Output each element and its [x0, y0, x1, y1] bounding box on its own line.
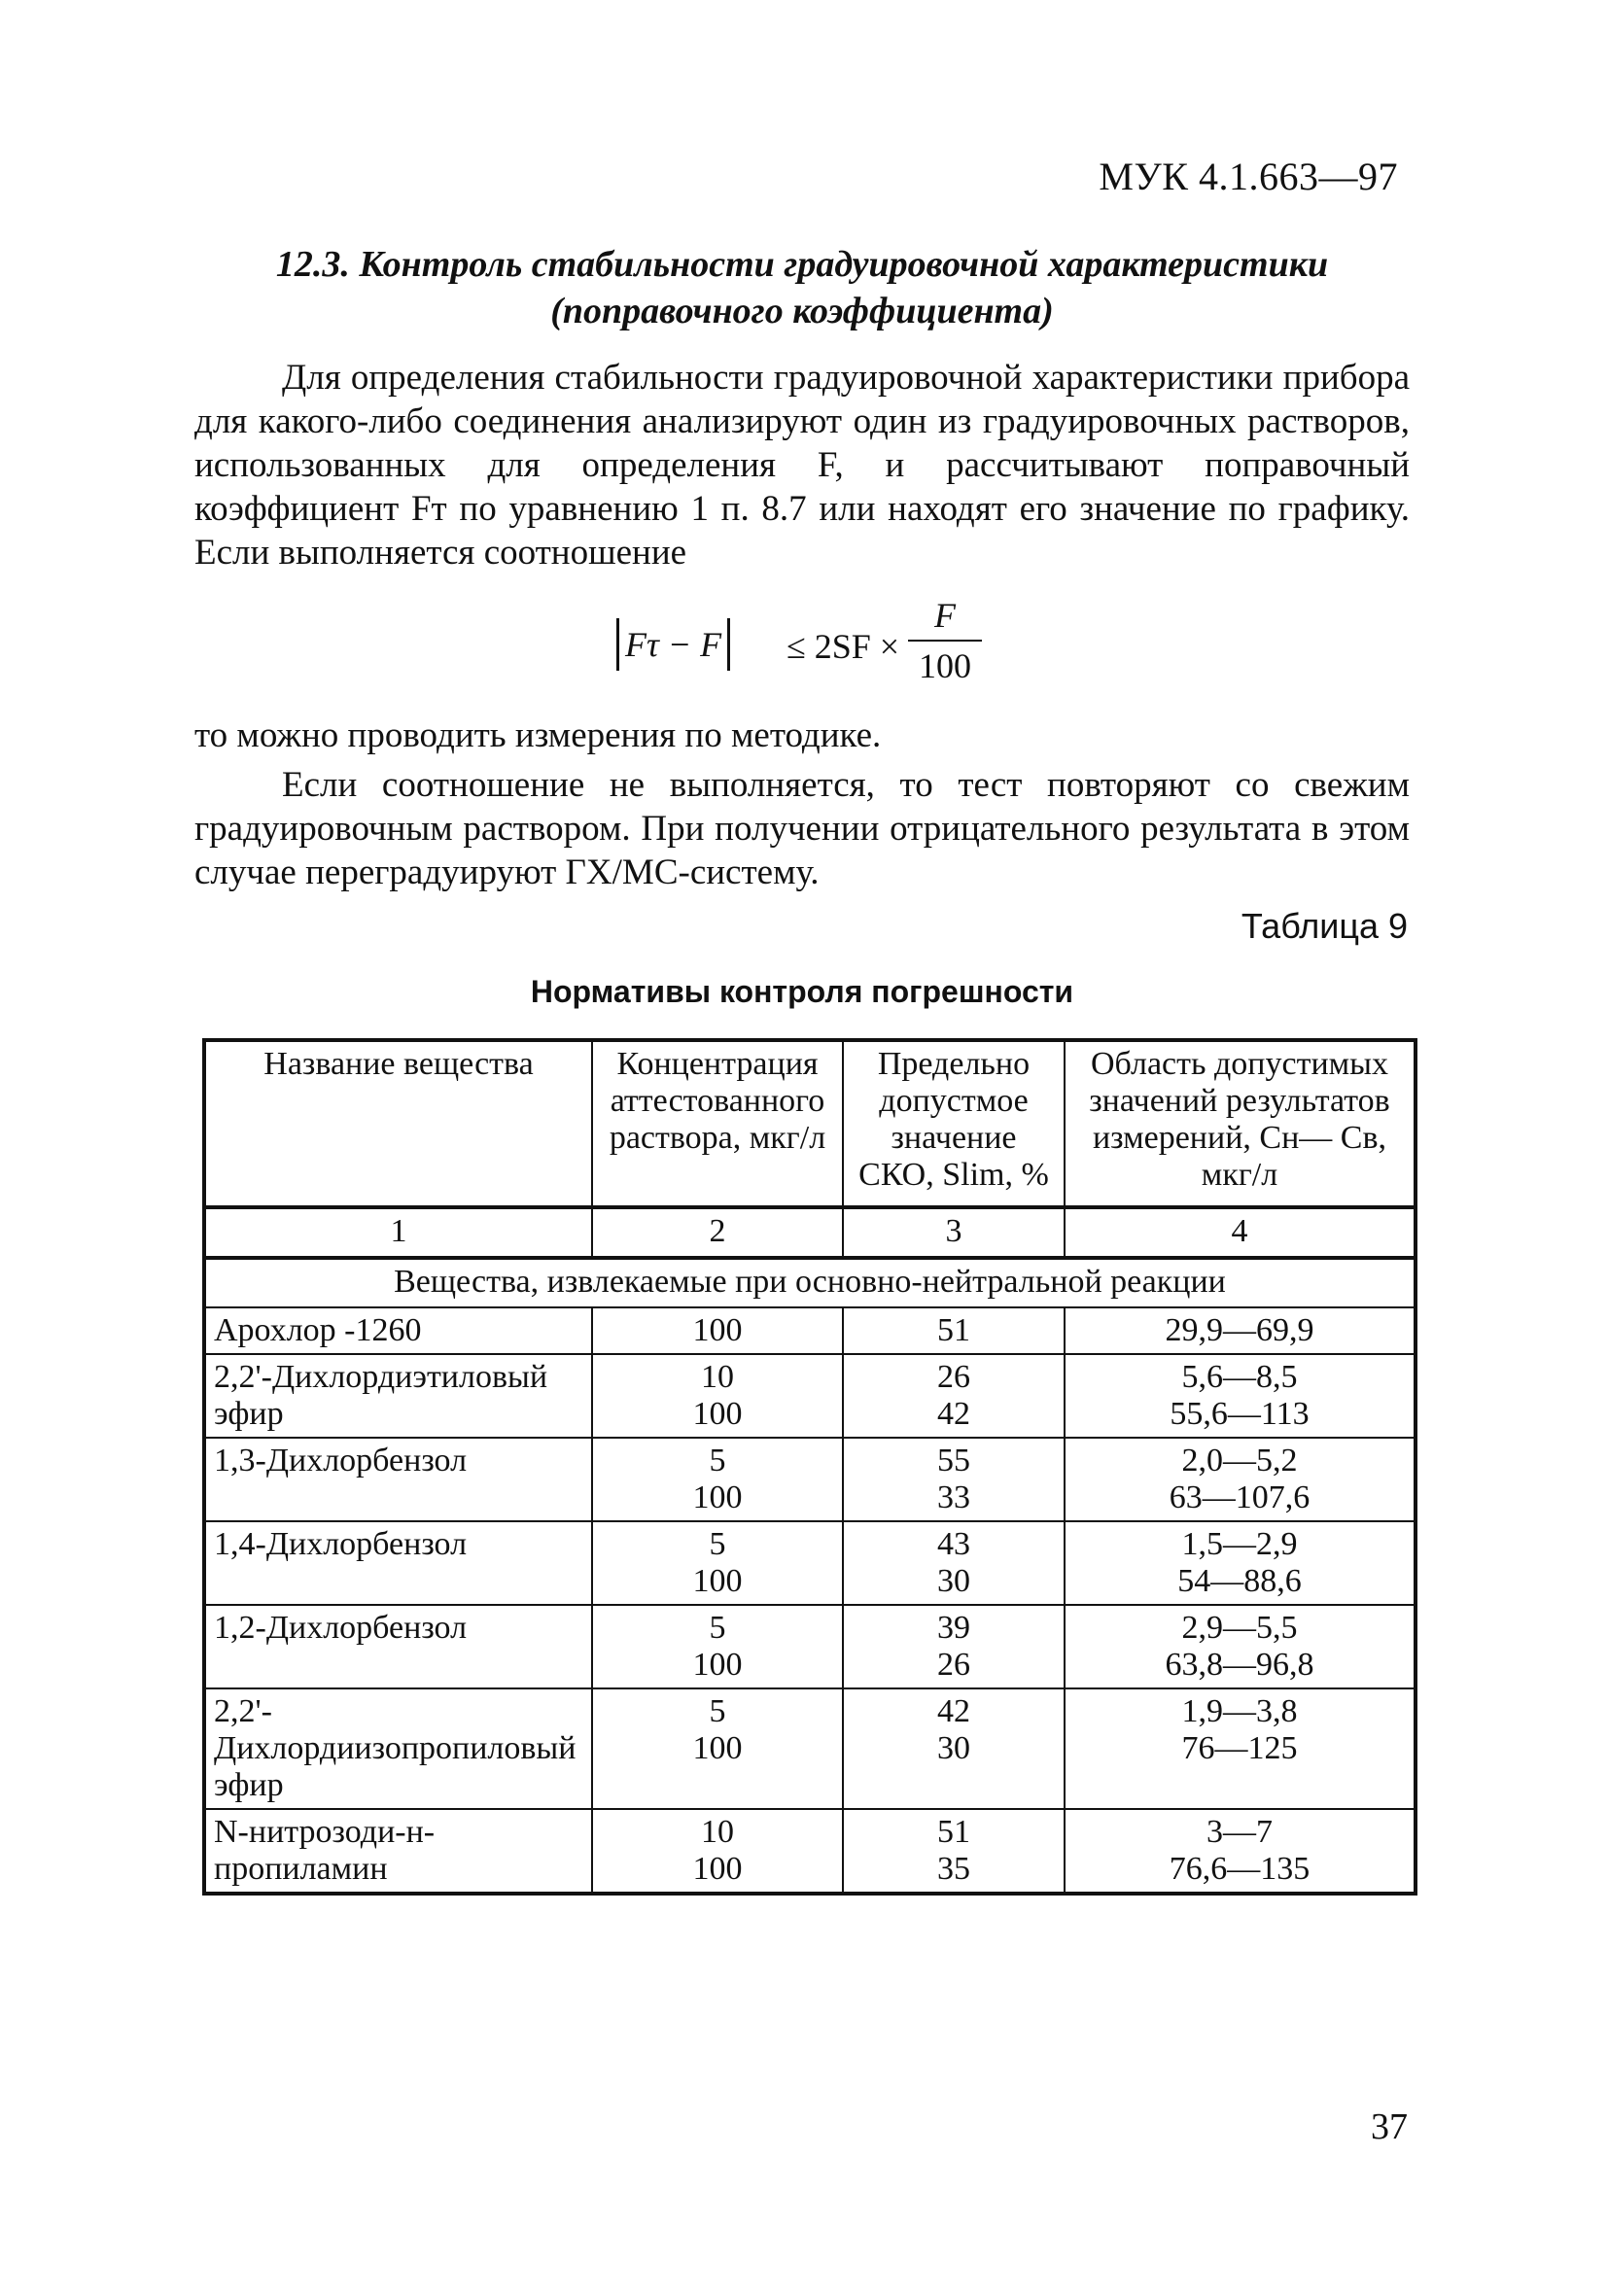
- sko-cell-value: 30: [937, 1563, 970, 1599]
- concentration-cell-value: 100: [692, 1730, 743, 1766]
- concentration-cell: [592, 1688, 843, 1809]
- formula-fraction: [908, 595, 982, 686]
- sko-cell-value: 51: [937, 1312, 970, 1348]
- formula-numerator: F: [934, 596, 956, 635]
- document-code: МУК 4.1.663—97: [1099, 155, 1398, 198]
- range-cell-value: 2,9—5,5: [1181, 1610, 1298, 1646]
- absolute-difference: [616, 618, 730, 671]
- table-label: Таблица 9: [1241, 906, 1408, 946]
- column-number: 3: [843, 1207, 1065, 1258]
- concentration-cell: [592, 1605, 843, 1688]
- paragraph-conclusion: то можно проводить измерения по методике.: [194, 715, 882, 755]
- range-cell-value: 29,9—69,9: [1165, 1312, 1314, 1348]
- concentration-cell-value: 5: [709, 1693, 726, 1729]
- section-title: [194, 241, 1410, 334]
- substance-name: 1,4-Дихлорбензол: [204, 1521, 592, 1605]
- section-title-line1: 12.3. Контроль стабильности градуировочной характеристики: [275, 244, 1329, 285]
- substance-name: 1,2-Дихлорбензол: [204, 1605, 592, 1688]
- abs-bar-right: [727, 618, 730, 671]
- range-cell: [1065, 1809, 1416, 1894]
- concentration-cell-value: 100: [692, 1312, 743, 1348]
- fraction-bar: [908, 640, 982, 642]
- column-number: 1: [204, 1207, 592, 1258]
- range-cell: [1065, 1688, 1416, 1809]
- column-number: 2: [592, 1207, 843, 1258]
- sko-cell: [843, 1354, 1065, 1438]
- concentration-cell-value: 5: [709, 1526, 726, 1562]
- range-cell-value: 54—88,6: [1177, 1563, 1302, 1599]
- table-row: [204, 1605, 1416, 1688]
- formula-lhs: Fτ − F: [625, 625, 722, 664]
- substance-name: 1,3-Дихлорбензол: [204, 1438, 592, 1521]
- table-caption: Нормативы контроля погрешности: [530, 974, 1074, 1009]
- range-cell-value: 63,8—96,8: [1165, 1647, 1314, 1683]
- table-row: [204, 1354, 1416, 1438]
- concentration-cell-value: 5: [709, 1610, 726, 1646]
- sko-cell-value: 26: [937, 1647, 970, 1683]
- concentration-cell-value: 100: [692, 1396, 743, 1432]
- substance-name: 2,2'-Дихлордиизопропиловый эфир: [204, 1688, 592, 1809]
- substance-name: N-нитрозоди-н-пропиламин: [204, 1809, 592, 1894]
- sko-cell: [843, 1688, 1065, 1809]
- range-cell: [1065, 1521, 1416, 1605]
- page-number: 37: [1371, 2106, 1408, 2147]
- sko-cell: [843, 1809, 1065, 1894]
- sko-cell-value: 42: [937, 1396, 970, 1432]
- table-row: [204, 1809, 1416, 1894]
- range-cell-value: 2,0—5,2: [1181, 1443, 1298, 1478]
- concentration-cell: [592, 1521, 843, 1605]
- formula-denominator: 100: [919, 646, 971, 685]
- concentration-cell: [592, 1809, 843, 1894]
- substance-name: Арохлор -1260: [204, 1307, 592, 1354]
- range-cell-value: 1,9—3,8: [1181, 1693, 1298, 1729]
- error-control-table: [202, 1038, 1417, 1896]
- sko-cell-value: 33: [937, 1479, 970, 1515]
- sko-cell-value: 26: [937, 1359, 970, 1395]
- sko-cell-value: 39: [937, 1610, 970, 1646]
- substance-name: 2,2'-Дихлордиэтиловый эфир: [204, 1354, 592, 1438]
- sko-cell: [843, 1605, 1065, 1688]
- concentration-cell-value: 100: [692, 1479, 743, 1515]
- sko-cell-value: 30: [937, 1730, 970, 1766]
- concentration-cell: [592, 1354, 843, 1438]
- range-cell-value: 3—7: [1206, 1814, 1273, 1850]
- paragraph-intro: Для определения стабильности градуировочной характеристики прибора для какого-либо соединения анализируют один из градуировочных растворов, использованных для определения F, и рассчитывают поправочный коэффициент Fт по уравнению 1 п. 8.7 или находят его значение по графику. Если выполняется соотношение: [194, 358, 1410, 573]
- concentration-cell-value: 10: [701, 1814, 734, 1850]
- header-range: Область допустимых значений результатов измерений, Сн— Св, мкг/л: [1065, 1040, 1416, 1207]
- group-title: Вещества, извлекаемые при основно-нейтральной реакции: [204, 1258, 1416, 1307]
- formula-relation: ≤ 2SF ×: [787, 627, 900, 666]
- concentration-cell-value: 100: [692, 1563, 743, 1599]
- table-row: [204, 1688, 1416, 1809]
- stability-formula: [616, 595, 1005, 712]
- sko-cell: [843, 1521, 1065, 1605]
- range-cell-value: 63—107,6: [1169, 1479, 1311, 1515]
- sko-cell-value: 55: [937, 1443, 970, 1478]
- table-row: [204, 1438, 1416, 1521]
- sko-cell-value: 51: [937, 1814, 970, 1850]
- range-cell: [1065, 1307, 1416, 1354]
- column-number: 4: [1065, 1207, 1416, 1258]
- section-title-line2: (поправочного коэффициента): [550, 291, 1054, 331]
- range-cell-value: 55,6—113: [1170, 1396, 1310, 1432]
- sko-cell: [843, 1307, 1065, 1354]
- range-cell-value: 1,5—2,9: [1181, 1526, 1298, 1562]
- range-cell: [1065, 1605, 1416, 1688]
- concentration-cell-value: 5: [709, 1443, 726, 1478]
- sko-cell-value: 42: [937, 1693, 970, 1729]
- range-cell: [1065, 1438, 1416, 1521]
- header-sko: Предельно допустмое значение СКО, Slim, %: [843, 1040, 1065, 1207]
- range-cell-value: 76—125: [1181, 1730, 1298, 1766]
- header-substance: Название вещества: [204, 1040, 592, 1207]
- group-row: [204, 1258, 1416, 1307]
- concentration-cell-value: 10: [701, 1359, 734, 1395]
- sko-cell-value: 35: [937, 1851, 970, 1887]
- concentration-cell-value: 100: [692, 1851, 743, 1887]
- table-row: [204, 1307, 1416, 1354]
- range-cell-value: 76,6—135: [1169, 1851, 1311, 1887]
- column-number-row: [204, 1207, 1416, 1258]
- header-concentration: Концентрация аттестованного раствора, мкг/л: [592, 1040, 843, 1207]
- table-row: [204, 1521, 1416, 1605]
- range-cell-value: 5,6—8,5: [1181, 1359, 1298, 1395]
- concentration-cell: [592, 1307, 843, 1354]
- paragraph-retest: Если соотношение не выполняется, то тест повторяют со свежим градуировочным раствором. При получении отрицательного результата в этом случае переградуируют ГХ/МС-систему.: [194, 765, 1410, 892]
- concentration-cell-value: 100: [692, 1647, 743, 1683]
- range-cell: [1065, 1354, 1416, 1438]
- concentration-cell: [592, 1438, 843, 1521]
- sko-cell-value: 43: [937, 1526, 970, 1562]
- sko-cell: [843, 1438, 1065, 1521]
